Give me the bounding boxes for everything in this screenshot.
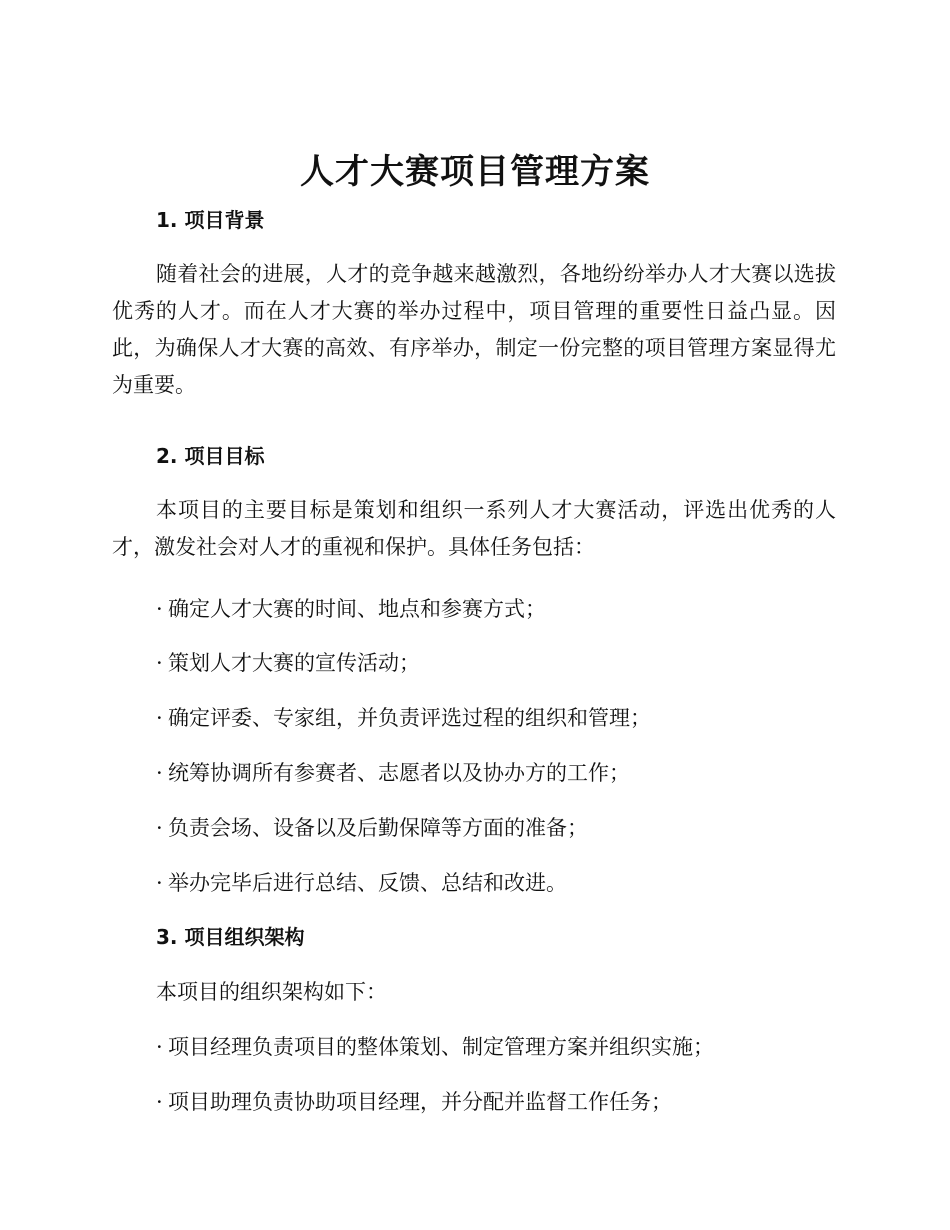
bullet-marker: ·	[156, 871, 163, 895]
list-item-text: 负责会场、设备以及后勤保障等方面的准备；	[168, 816, 588, 840]
list-item	[156, 868, 567, 898]
section-intro-organization: 本项目的组织架构如下：	[156, 980, 387, 1004]
list-item-text: 统筹协调所有参赛者、志愿者以及协办方的工作；	[168, 761, 630, 785]
list-item	[156, 1032, 714, 1062]
bullet-marker: ·	[156, 761, 163, 785]
section-heading-background: 1. 项目背景	[156, 208, 265, 232]
list-item	[156, 1087, 672, 1117]
bullet-marker: ·	[156, 1090, 163, 1114]
section-paragraph-background: 随着社会的进展，人才的竞争越来越激烈，各地纷纷举办人才大赛以选拔优秀的人才。而在人才大赛的举办过程中，项目管理的重要性日益凸显。因此，为确保人才大赛的高效、有序举办，制定一份完整的项目管理方案显得尤为重要。	[112, 262, 836, 397]
list-item	[156, 813, 588, 843]
document-title: 人才大赛项目管理方案	[300, 152, 650, 192]
bullet-marker: ·	[156, 1035, 163, 1059]
list-item-text: 策划人才大赛的宣传活动；	[168, 651, 420, 675]
list-item-text: 项目助理负责协助项目经理，并分配并监督工作任务；	[168, 1090, 672, 1114]
bullet-marker: ·	[156, 706, 163, 730]
list-item-text: 确定评委、专家组，并负责评选过程的组织和管理；	[168, 706, 651, 730]
section-heading-organization: 3. 项目组织架构	[156, 925, 305, 949]
bullet-marker: ·	[156, 651, 163, 675]
list-item	[156, 648, 420, 678]
list-item	[156, 594, 546, 624]
list-item	[156, 703, 651, 733]
section-paragraph-goals: 本项目的主要目标是策划和组织一系列人才大赛活动，评选出优秀的人才，激发社会对人才的重视和保护。具体任务包括：	[112, 498, 836, 559]
list-item-text: 项目经理负责项目的整体策划、制定管理方案并组织实施；	[168, 1035, 714, 1059]
section-heading-goals: 2. 项目目标	[156, 444, 265, 468]
bullet-marker: ·	[156, 816, 163, 840]
list-item-text: 举办完毕后进行总结、反馈、总结和改进。	[168, 871, 567, 895]
list-item-text: 确定人才大赛的时间、地点和参赛方式；	[168, 597, 546, 621]
bullet-marker: ·	[156, 597, 163, 621]
list-item	[156, 758, 630, 788]
